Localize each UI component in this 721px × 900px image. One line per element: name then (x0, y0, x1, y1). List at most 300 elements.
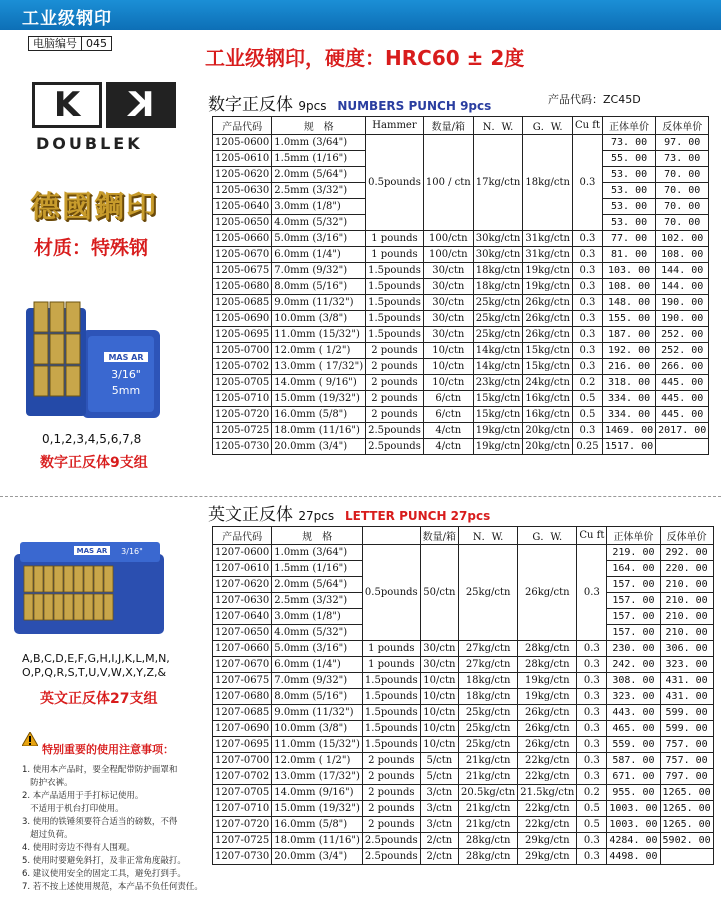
gw-cell: 26kg/ctn (523, 327, 573, 343)
qty-cell: 30/ctn (423, 311, 473, 327)
note-line: 4. 使用时旁边不得有人围观。 (22, 843, 135, 853)
gw-cell: 19kg/ctn (523, 279, 573, 295)
product-code-cell: 1207-0695 (213, 737, 272, 753)
gw-cell: 31kg/ctn (523, 247, 573, 263)
product-code-cell: 1207-0700 (213, 753, 272, 769)
cuft-cell: 0.3 (572, 279, 602, 295)
regular-price-cell: 157. 00 (607, 609, 660, 625)
gw-cell: 26kg/ctn (523, 311, 573, 327)
nw-cell: 15kg/ctn (473, 391, 523, 407)
cuft-cell: 0.3 (577, 769, 607, 785)
numbers-table-row (213, 263, 709, 279)
regular-price-cell: 242. 00 (607, 657, 660, 673)
hammer-cell: 2 pounds (366, 359, 424, 375)
gw-cell: 29kg/ctn (518, 833, 577, 849)
gw-cell: 16kg/ctn (523, 391, 573, 407)
gw-cell: 15kg/ctn (523, 343, 573, 359)
qty-cell: 5/ctn (420, 769, 458, 785)
letters-table-header-cell: 规 格 (272, 527, 363, 545)
spec-cell: 10.0mm (3/8") (272, 311, 366, 327)
headline: 工业级钢印，硬度：HRC60 ± 2度 (205, 46, 525, 70)
cuft-cell: 0.3 (577, 641, 607, 657)
cuft-cell: 0.3 (572, 263, 602, 279)
nw-cell: 25kg/ctn (459, 737, 518, 753)
group-hammer-cell: 0.5pounds (362, 545, 420, 641)
regular-price-cell: 334. 00 (602, 391, 655, 407)
gw-cell: 16kg/ctn (523, 407, 573, 423)
numbers-table-header-cell: 产品代码 (213, 117, 272, 135)
reverse-price-cell: 599. 00 (660, 721, 713, 737)
reverse-price-cell: 445. 00 (656, 407, 709, 423)
spec-cell: 2.5mm (3/32") (272, 183, 366, 199)
product-code-label: 产品代码：ZC45D (548, 93, 641, 106)
reverse-price-cell: 797. 00 (660, 769, 713, 785)
hammer-cell: 2 pounds (362, 817, 420, 833)
spec-cell: 1.0mm (3/64") (272, 135, 366, 151)
nw-cell: 18kg/ctn (459, 689, 518, 705)
letters-table-header-cell (362, 527, 420, 545)
spec-cell: 20.0mm (3/4") (272, 849, 363, 865)
regular-price-cell: 192. 00 (602, 343, 655, 359)
reverse-price-cell: 292. 00 (660, 545, 713, 561)
group-hammer-cell: 0.5pounds (366, 135, 424, 231)
gw-cell: 26kg/ctn (518, 737, 577, 753)
product-code-cell: 1207-0630 (213, 593, 272, 609)
section-separator (0, 496, 721, 497)
qty-cell: 4/ctn (423, 439, 473, 455)
cuft-cell: 0.3 (572, 359, 602, 375)
nw-cell: 27kg/ctn (459, 657, 518, 673)
hammer-cell: 2.5pounds (362, 849, 420, 865)
qty-cell: 30/ctn (423, 327, 473, 343)
hammer-cell: 2 pounds (362, 801, 420, 817)
reverse-price-cell: 190. 00 (656, 311, 709, 327)
reverse-price-cell: 1265. 00 (660, 817, 713, 833)
spec-cell: 8.0mm (5/16") (272, 689, 363, 705)
reverse-price-cell: 431. 00 (660, 673, 713, 689)
letters-table-row (213, 833, 714, 849)
cuft-cell: 0.3 (577, 721, 607, 737)
group-nw-cell: 17kg/ctn (473, 135, 523, 231)
hammer-cell: 1.5pounds (362, 689, 420, 705)
numbers-table-header-cell: Hammer (366, 117, 424, 135)
spec-cell: 20.0mm (3/4") (272, 439, 366, 455)
qty-cell: 10/ctn (420, 705, 458, 721)
nw-cell: 27kg/ctn (459, 641, 518, 657)
reverse-price-cell: 97. 00 (656, 135, 709, 151)
numbers-table-header-cell: 正体单价 (602, 117, 655, 135)
product-code-cell: 1205-0725 (213, 423, 272, 439)
reverse-price-cell: 2017. 00 (656, 423, 709, 439)
product-code-cell: 1205-0680 (213, 279, 272, 295)
regular-price-cell: 219. 00 (607, 545, 660, 561)
group-gw-cell: 26kg/ctn (518, 545, 577, 641)
reverse-price-cell: 210. 00 (660, 577, 713, 593)
qty-cell: 10/ctn (420, 721, 458, 737)
cuft-cell: 0.3 (577, 737, 607, 753)
product-code-cell: 1205-0620 (213, 167, 272, 183)
regular-price-cell: 53. 00 (602, 215, 655, 231)
letters-punch-box-image (14, 536, 174, 636)
nw-cell: 19kg/ctn (473, 423, 523, 439)
regular-price-cell: 216. 00 (602, 359, 655, 375)
product-code-cell: 1205-0730 (213, 439, 272, 455)
spec-cell: 2.0mm (5/64") (272, 167, 366, 183)
doublek-logo (32, 82, 182, 154)
product-code-cell: 1205-0685 (213, 295, 272, 311)
spec-cell: 6.0mm (1/4") (272, 657, 363, 673)
hammer-cell: 2 pounds (366, 391, 424, 407)
note-line: 6. 建议使用安全的固定工具，避免打到手。 (22, 869, 186, 879)
note-line: 1. 使用本产品时，要全程配带防护面罩和 (22, 765, 178, 775)
gw-cell: 22kg/ctn (518, 753, 577, 769)
gold-title: 德國鋼印 (30, 190, 158, 225)
qty-cell: 100/ctn (423, 231, 473, 247)
product-code-cell: 1207-0660 (213, 641, 272, 657)
letters-table-row (213, 785, 714, 801)
regular-price-cell: 164. 00 (607, 561, 660, 577)
regular-price-cell: 1517. 00 (602, 439, 655, 455)
spec-cell: 12.0mm ( 1/2") (272, 753, 363, 769)
note-line: 不适用于机台打印使用。 (22, 804, 124, 814)
qty-cell: 100/ctn (423, 247, 473, 263)
reverse-price-cell (656, 439, 709, 455)
hammer-cell: 1.5pounds (362, 721, 420, 737)
hammer-cell: 1.5pounds (366, 295, 424, 311)
product-code-cell: 1205-0660 (213, 231, 272, 247)
spec-cell: 6.0mm (1/4") (272, 247, 366, 263)
spec-cell: 4.0mm (5/32") (272, 215, 366, 231)
group-cuft-cell: 0.3 (572, 135, 602, 231)
cuft-cell: 0.3 (572, 343, 602, 359)
gw-cell: 28kg/ctn (518, 657, 577, 673)
spec-cell: 11.0mm (15/32") (272, 327, 366, 343)
nw-cell: 21kg/ctn (459, 753, 518, 769)
regular-price-cell: 53. 00 (602, 167, 655, 183)
note-line: 3. 使用的铁锤须要符合适当的磅数，不得 (22, 817, 178, 827)
cuft-cell: 0.3 (572, 231, 602, 247)
hammer-cell: 1.5pounds (362, 737, 420, 753)
product-code-cell: 1207-0705 (213, 785, 272, 801)
cuft-cell: 0.5 (572, 391, 602, 407)
hammer-cell: 2 pounds (362, 785, 420, 801)
gw-cell: 31kg/ctn (523, 231, 573, 247)
product-code-cell: 1207-0725 (213, 833, 272, 849)
qty-cell: 3/ctn (420, 801, 458, 817)
product-code-cell: 1205-0630 (213, 183, 272, 199)
reverse-price-cell: 70. 00 (656, 167, 709, 183)
cuft-cell: 0.3 (577, 753, 607, 769)
nw-cell: 18kg/ctn (473, 263, 523, 279)
spec-cell: 14.0mm ( 9/16") (272, 375, 366, 391)
spec-cell: 10.0mm (3/8") (272, 721, 363, 737)
letters-table-row (213, 657, 714, 673)
group-qty-cell: 50/ctn (420, 545, 458, 641)
spec-cell: 16.0mm (5/8") (272, 407, 366, 423)
letters-table-header-cell: 数量/箱 (420, 527, 458, 545)
regular-price-cell: 955. 00 (607, 785, 660, 801)
qty-cell: 10/ctn (420, 689, 458, 705)
qty-cell: 2/ctn (420, 833, 458, 849)
regular-price-cell: 53. 00 (602, 199, 655, 215)
cuft-cell: 0.2 (572, 375, 602, 391)
hammer-cell: 1.5pounds (362, 673, 420, 689)
regular-price-cell: 103. 00 (602, 263, 655, 279)
hammer-cell: 2 pounds (362, 753, 420, 769)
letters-table-row (213, 817, 714, 833)
regular-price-cell: 4498. 00 (607, 849, 660, 865)
reverse-price-cell: 757. 00 (660, 737, 713, 753)
qty-cell: 30/ctn (420, 657, 458, 673)
product-code-cell: 1207-0720 (213, 817, 272, 833)
top-banner (0, 0, 721, 30)
regular-price-cell: 108. 00 (602, 279, 655, 295)
qty-cell: 30/ctn (420, 641, 458, 657)
letters-label-2: O,P,Q,R,S,T,U,V,W,X,Y,Z,& (22, 666, 167, 679)
reverse-price-cell: 323. 00 (660, 657, 713, 673)
spec-cell: 1.0mm (3/64") (272, 545, 363, 561)
notes-title: 特别重要的使用注意事项： (42, 743, 174, 756)
gw-cell: 26kg/ctn (518, 705, 577, 721)
regular-price-cell: 1003. 00 (607, 801, 660, 817)
nw-cell: 19kg/ctn (473, 439, 523, 455)
gw-cell: 22kg/ctn (518, 769, 577, 785)
warning-icon (22, 732, 38, 746)
group-nw-cell: 25kg/ctn (459, 545, 518, 641)
gw-cell: 26kg/ctn (518, 721, 577, 737)
gw-cell: 20kg/ctn (523, 439, 573, 455)
svg-text:3/16": 3/16" (121, 547, 143, 556)
cuft-cell: 0.3 (577, 689, 607, 705)
reverse-price-cell: 73. 00 (656, 151, 709, 167)
product-code-cell: 1207-0600 (213, 545, 272, 561)
reverse-price-cell: 266. 00 (656, 359, 709, 375)
spec-cell: 1.5mm (1/16") (272, 151, 366, 167)
cuft-cell: 0.3 (572, 311, 602, 327)
qty-cell: 10/ctn (423, 359, 473, 375)
numbers-table-row (213, 279, 709, 295)
reverse-price-cell: 102. 00 (656, 231, 709, 247)
reverse-price-cell: 210. 00 (660, 625, 713, 641)
qty-cell: 6/ctn (423, 407, 473, 423)
gw-cell: 19kg/ctn (518, 689, 577, 705)
regular-price-cell: 157. 00 (607, 625, 660, 641)
letters-table-row (213, 673, 714, 689)
reverse-price-cell: 70. 00 (656, 183, 709, 199)
code-label: 电脑编号 (33, 37, 77, 50)
letters-table-header-cell: Cu ft (577, 527, 607, 545)
letters-set-label: 英文正反体27支组 (40, 691, 158, 707)
letters-table-row (213, 689, 714, 705)
regular-price-cell: 465. 00 (607, 721, 660, 737)
qty-cell: 10/ctn (420, 737, 458, 753)
reverse-price-cell: 445. 00 (656, 391, 709, 407)
gw-cell: 26kg/ctn (523, 295, 573, 311)
numbers-table-row (213, 231, 709, 247)
letters-table-row (213, 801, 714, 817)
note-line: 7. 若不按上述使用规范，本产品不负任何责任。 (22, 882, 203, 892)
hammer-cell: 1.5pounds (366, 311, 424, 327)
hammer-cell: 1 pounds (366, 231, 424, 247)
qty-cell: 4/ctn (423, 423, 473, 439)
numbers-table-row (213, 247, 709, 263)
digits-label: 0,1,2,3,4,5,6,7,8 (42, 432, 142, 446)
spec-cell: 18.0mm (11/16") (272, 423, 366, 439)
spec-cell: 1.5mm (1/16") (272, 561, 363, 577)
numbers-table-header-cell: G．W. (523, 117, 573, 135)
letters-table-header-cell: G．W. (518, 527, 577, 545)
hammer-cell: 1 pounds (362, 657, 420, 673)
nw-cell: 25kg/ctn (473, 311, 523, 327)
cuft-cell: 0.3 (577, 849, 607, 865)
product-code-cell: 1207-0680 (213, 689, 272, 705)
product-code-cell: 1205-0720 (213, 407, 272, 423)
product-code-cell: 1207-0610 (213, 561, 272, 577)
svg-text:5mm: 5mm (111, 384, 141, 397)
cuft-cell: 0.3 (572, 295, 602, 311)
regular-price-cell: 73. 00 (602, 135, 655, 151)
regular-price-cell: 4284. 00 (607, 833, 660, 849)
nw-cell: 25kg/ctn (459, 721, 518, 737)
regular-price-cell: 148. 00 (602, 295, 655, 311)
regular-price-cell: 55. 00 (602, 151, 655, 167)
qty-cell: 3/ctn (420, 785, 458, 801)
nw-cell: 18kg/ctn (459, 673, 518, 689)
regular-price-cell: 157. 00 (607, 577, 660, 593)
hammer-cell: 2.5pounds (366, 439, 424, 455)
product-code-cell: 1205-0675 (213, 263, 272, 279)
product-code-cell: 1205-0695 (213, 327, 272, 343)
hammer-cell: 2 pounds (366, 375, 424, 391)
section2-title: 英文正反体 27pcs LETTER PUNCH 27pcs (208, 505, 491, 525)
numbers-price-table (212, 116, 709, 455)
letters-table-row (213, 849, 714, 865)
product-code-cell: 1207-0730 (213, 849, 272, 865)
regular-price-cell: 1003. 00 (607, 817, 660, 833)
cuft-cell: 0.3 (577, 657, 607, 673)
letters-table-row (213, 705, 714, 721)
numbers-table-header-cell: 反体单价 (656, 117, 709, 135)
svg-text:MAS AR: MAS AR (76, 547, 108, 555)
gw-cell: 15kg/ctn (523, 359, 573, 375)
note-line: 防护衣裤。 (22, 778, 73, 788)
nw-cell: 23kg/ctn (473, 375, 523, 391)
nw-cell: 25kg/ctn (473, 295, 523, 311)
qty-cell: 30/ctn (423, 279, 473, 295)
product-code-cell: 1205-0670 (213, 247, 272, 263)
regular-price-cell: 81. 00 (602, 247, 655, 263)
nw-cell: 30kg/ctn (473, 231, 523, 247)
cuft-cell: 0.3 (577, 705, 607, 721)
letters-table-header-cell: 正体单价 (607, 527, 660, 545)
product-code-cell: 1207-0620 (213, 577, 272, 593)
spec-cell: 9.0mm (11/32") (272, 295, 366, 311)
reverse-price-cell: 210. 00 (660, 593, 713, 609)
product-code-cell: 1205-0650 (213, 215, 272, 231)
product-code-cell: 1205-0700 (213, 343, 272, 359)
nw-cell: 15kg/ctn (473, 407, 523, 423)
product-code-cell: 1207-0670 (213, 657, 272, 673)
numbers-punch-box-image (22, 300, 172, 425)
hammer-cell: 1.5pounds (362, 705, 420, 721)
numbers-table-row (213, 135, 709, 151)
letters-table-row (213, 641, 714, 657)
spec-cell: 15.0mm (19/32") (272, 801, 363, 817)
nw-cell: 25kg/ctn (459, 705, 518, 721)
spec-cell: 3.0mm (1/8") (272, 609, 363, 625)
gw-cell: 19kg/ctn (518, 673, 577, 689)
numbers-table-row (213, 359, 709, 375)
hammer-cell: 1.5pounds (366, 279, 424, 295)
nw-cell: 28kg/ctn (459, 833, 518, 849)
spec-cell: 4.0mm (5/32") (272, 625, 363, 641)
numbers-table-header-cell: Cu ft (572, 117, 602, 135)
spec-cell: 11.0mm (15/32") (272, 737, 363, 753)
regular-price-cell: 157. 00 (607, 593, 660, 609)
cuft-cell: 0.3 (577, 673, 607, 689)
spec-cell: 7.0mm (9/32") (272, 263, 366, 279)
numbers-table-row (213, 327, 709, 343)
numbers-table-row (213, 311, 709, 327)
spec-cell: 5.0mm (3/16") (272, 641, 363, 657)
section1-title: 数字正反体 9pcs NUMBERS PUNCH 9pcs (208, 95, 492, 115)
product-code-cell: 1205-0702 (213, 359, 272, 375)
numbers-table-row (213, 295, 709, 311)
logo-k-left: K (32, 82, 102, 128)
reverse-price-cell: 1265. 00 (660, 801, 713, 817)
product-code-cell: 1205-0690 (213, 311, 272, 327)
regular-price-cell: 671. 00 (607, 769, 660, 785)
reverse-price-cell: 144. 00 (656, 263, 709, 279)
nw-cell: 21kg/ctn (459, 801, 518, 817)
svg-text:3/16": 3/16" (111, 368, 141, 381)
group-gw-cell: 18kg/ctn (523, 135, 573, 231)
letters-table-row (213, 737, 714, 753)
spec-cell: 14.0mm (9/16") (272, 785, 363, 801)
gw-cell: 22kg/ctn (518, 817, 577, 833)
product-code-cell: 1207-0685 (213, 705, 272, 721)
numbers-table-row (213, 375, 709, 391)
qty-cell: 10/ctn (423, 343, 473, 359)
product-code-cell: 1205-0610 (213, 151, 272, 167)
numbers-table-row (213, 439, 709, 455)
letters-table-row (213, 721, 714, 737)
regular-price-cell: 230. 00 (607, 641, 660, 657)
group-qty-cell: 100 / ctn (423, 135, 473, 231)
material-label: 材质：特殊钢 (34, 237, 149, 259)
nw-cell: 21kg/ctn (459, 817, 518, 833)
computer-code-box (28, 36, 112, 51)
reverse-price-cell: 252. 00 (656, 327, 709, 343)
qty-cell: 5/ctn (420, 753, 458, 769)
reverse-price-cell: 70. 00 (656, 215, 709, 231)
numbers-table-header-cell: 数量/箱 (423, 117, 473, 135)
qty-cell: 30/ctn (423, 295, 473, 311)
gw-cell: 24kg/ctn (523, 375, 573, 391)
spec-cell: 15.0mm (19/32") (272, 391, 366, 407)
logo-brand: DOUBLEK (36, 134, 143, 153)
digits-set-label: 数字正反体9支组 (40, 455, 148, 471)
usage-notes (22, 764, 203, 894)
gw-cell: 21.5kg/ctn (518, 785, 577, 801)
qty-cell: 6/ctn (423, 391, 473, 407)
regular-price-cell: 323. 00 (607, 689, 660, 705)
gw-cell: 19kg/ctn (523, 263, 573, 279)
letters-table-header-cell: 产品代码 (213, 527, 272, 545)
cuft-cell: 0.5 (577, 817, 607, 833)
nw-cell: 14kg/ctn (473, 343, 523, 359)
cuft-cell: 0.5 (577, 801, 607, 817)
